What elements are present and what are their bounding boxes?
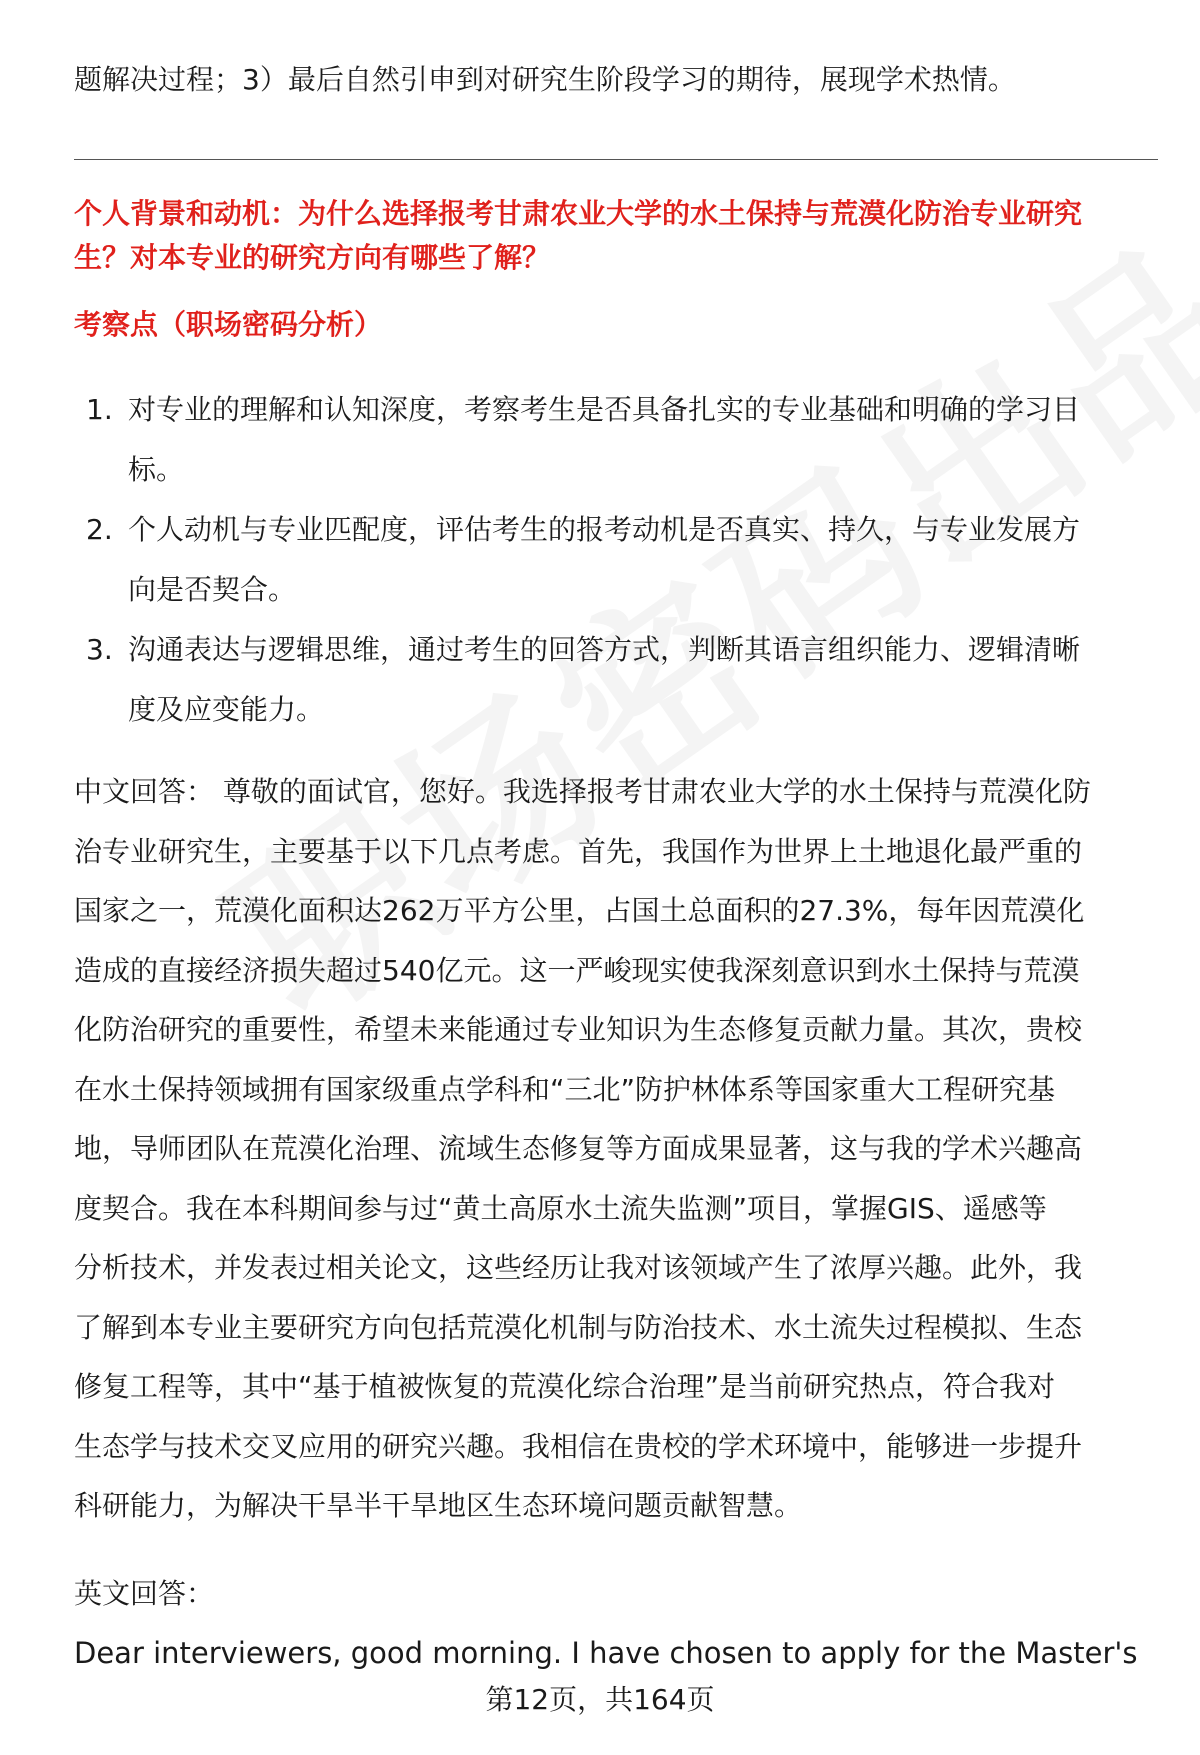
list-item-line: 度及应变能力。 xyxy=(128,693,325,726)
answer-line: 地，导师团队在荒漠化治理、流域生态修复等方面成果显著，这与我的学术兴趣高 xyxy=(74,1132,1083,1165)
answer-line: 了解到本专业主要研究方向包括荒漠化机制与防治技术、水土流失过程模拟、生态 xyxy=(74,1310,1083,1344)
previous-paragraph-tail: 题解决过程；3）最后自然引申到对研究生阶段学习的期待，展现学术热情。 xyxy=(74,63,1016,96)
list-number: 1. xyxy=(86,393,113,426)
answer-line: 造成的直接经济损失超过540亿元。这一严峻现实使我深刻意识到水土保持与荒漠 xyxy=(74,953,1080,987)
exam-points-heading: 考察点（职场密码分析） xyxy=(74,308,383,341)
list-item-line: 标。 xyxy=(128,453,185,486)
list-item xyxy=(74,500,1158,620)
english-answer-first-line: Dear interviewers, good morning. I have chosen to apply for the Master's xyxy=(74,1636,1138,1670)
list-number: 3. xyxy=(86,633,113,666)
list-item-line: 向是否契合。 xyxy=(128,573,297,606)
answer-line: 生态学与技术交叉应用的研究兴趣。我相信在贵校的学术环境中，能够进一步提升 xyxy=(74,1429,1083,1463)
question-line: 个人背景和动机：为什么选择报考甘肃农业大学的水土保持与荒漠化防治专业研究 xyxy=(74,197,1083,230)
answer-line: 治专业研究生，主要基于以下几点考虑。首先，我国作为世界上土地退化最严重的 xyxy=(74,834,1083,868)
answer-line: 中文回答： 尊敬的面试官，您好。我选择报考甘肃农业大学的水土保持与荒漠化防 xyxy=(74,775,1091,808)
answer-line: 度契合。我在本科期间参与过“黄土高原水土流失监测”项目，掌握GIS、遥感等 xyxy=(74,1191,1047,1225)
list-item-line: 沟通表达与逻辑思维，通过考生的回答方式，判断其语言组织能力、逻辑清晰 xyxy=(128,633,1081,666)
answer-line: 国家之一，荒漠化面积达262万平方公里，占国土总面积的27.3%，每年因荒漠化 xyxy=(74,894,1085,927)
page-number-footer: 第12页，共164页 xyxy=(485,1683,715,1716)
list-item xyxy=(74,620,1158,740)
list-item xyxy=(74,380,1158,500)
list-item-line: 对专业的理解和认知深度，考察考生是否具备扎实的专业基础和明确的学习目 xyxy=(128,393,1081,426)
exam-points-list xyxy=(74,380,1158,740)
chinese-answer xyxy=(74,762,1174,1536)
answer-line: 化防治研究的重要性，希望未来能通过专业知识为生态修复贡献力量。其次，贵校 xyxy=(74,1013,1083,1046)
question-line: 生？对本专业的研究方向有哪些了解？ xyxy=(74,241,551,274)
list-item-line: 个人动机与专业匹配度，评估考生的报考动机是否真实、持久，与专业发展方 xyxy=(128,513,1081,546)
answer-line: 修复工程等，其中“基于植被恢复的荒漠化综合治理”是当前研究热点，符合我对 xyxy=(74,1370,1056,1403)
list-number: 2. xyxy=(86,513,113,546)
answer-line: 分析技术，并发表过相关论文，这些经历让我对该领域产生了浓厚兴趣。此外，我 xyxy=(74,1251,1083,1284)
section-divider xyxy=(74,159,1158,160)
answer-line: 在水土保持领域拥有国家级重点学科和“三北”防护林体系等国家重大工程研究基 xyxy=(74,1072,1056,1106)
english-answer-label: 英文回答： xyxy=(74,1577,215,1610)
question-heading xyxy=(74,192,1158,280)
answer-line: 科研能力，为解决干旱半干旱地区生态环境问题贡献智慧。 xyxy=(74,1489,803,1522)
